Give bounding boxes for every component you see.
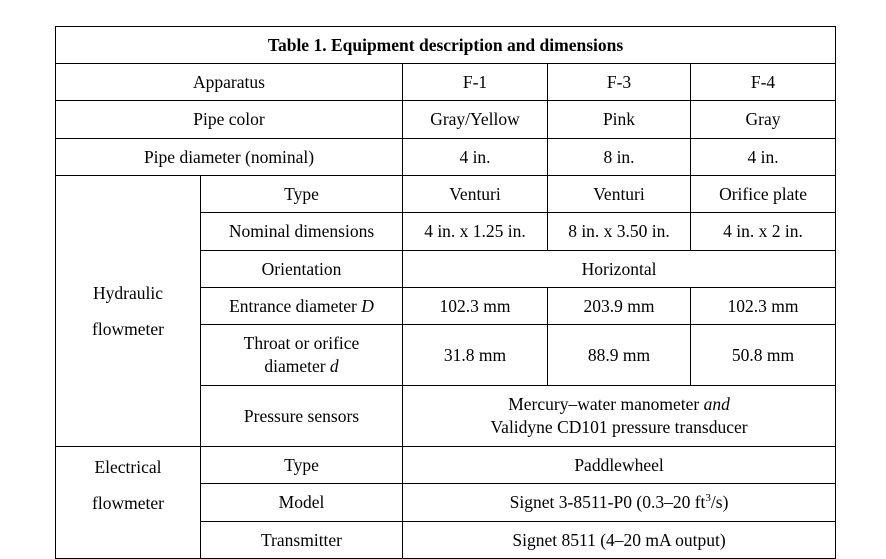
nominal-dimensions-f3: 8 in. x 3.50 in. [548,213,691,251]
hyd-type-f3: Venturi [548,176,691,213]
apparatus-label: Apparatus [56,64,403,101]
throat-diameter-f1: 31.8 mm [403,325,548,386]
pressure-sensors-line1: Mercury–water manometer [508,394,700,414]
pipe-color-f4: Gray [691,101,836,139]
model-value-suffix: /s) [710,492,729,512]
hydraulic-group-label [56,176,201,447]
entrance-diameter-f1: 102.3 mm [403,288,548,325]
transmitter-value: Signet 8511 (4–20 mA output) [403,522,836,559]
transmitter-label: Transmitter [201,522,403,559]
pipe-diameter-f3: 8 in. [548,139,691,176]
pipe-diameter-f1: 4 in. [403,139,548,176]
pipe-diameter-label: Pipe diameter (nominal) [56,139,403,176]
electrical-group-label [56,447,201,559]
nominal-dimensions-f4: 4 in. x 2 in. [691,213,836,251]
throat-diameter-f3: 88.9 mm [548,325,691,386]
throat-diameter-line1: Throat or orifice [243,333,360,353]
nominal-dimensions-f1: 4 in. x 1.25 in. [403,213,548,251]
hyd-type-f4: Orifice plate [691,176,836,213]
col-header-f1: F-1 [403,64,548,101]
electrical-group-line2: flowmeter [92,492,164,513]
model-value [403,484,836,522]
entrance-diameter-label [201,288,403,325]
hydraulic-group-line1: Hydraulic [93,283,163,303]
model-value-sup: 3 [705,492,711,505]
hyd-type-label: Type [201,176,403,213]
throat-diameter-f4: 50.8 mm [691,325,836,386]
throat-diameter-symbol: d [329,356,339,376]
pipe-color-f1: Gray/Yellow [403,101,548,139]
elec-type-label: Type [201,447,403,484]
nominal-dimensions-label: Nominal dimensions [201,213,403,251]
pipe-color-f3: Pink [548,101,691,139]
electrical-group-line1: Electrical [94,456,162,477]
elec-type-value: Paddlewheel [403,447,836,484]
throat-diameter-line2: diameter [264,356,326,376]
table-title: Table 1. Equipment description and dimensions [56,27,836,64]
model-label: Model [201,484,403,522]
col-header-f3: F-3 [548,64,691,101]
entrance-diameter-f4: 102.3 mm [691,288,836,325]
pipe-diameter-f4: 4 in. [691,139,836,176]
entrance-diameter-text: Entrance diameter [229,295,357,316]
entrance-diameter-symbol: D [361,295,374,316]
electrical-group-spacer [60,521,196,557]
model-value-prefix: Signet 3-8511-P0 (0.3–20 ft [509,492,706,512]
orientation-label: Orientation [201,251,403,288]
entrance-diameter-f3: 203.9 mm [548,288,691,325]
col-header-f4: F-4 [691,64,836,101]
pressure-sensors-label: Pressure sensors [201,386,403,447]
pressure-sensors-and: and [703,394,730,414]
pressure-sensors-value [403,386,836,447]
hyd-type-f1: Venturi [403,176,548,213]
hydraulic-group-line2: flowmeter [92,319,164,339]
equipment-table [55,26,836,559]
orientation-value: Horizontal [403,251,836,288]
pressure-sensors-line2: Validyne CD101 pressure transducer [490,417,748,437]
pipe-color-label: Pipe color [56,101,403,139]
throat-diameter-label [201,325,403,386]
